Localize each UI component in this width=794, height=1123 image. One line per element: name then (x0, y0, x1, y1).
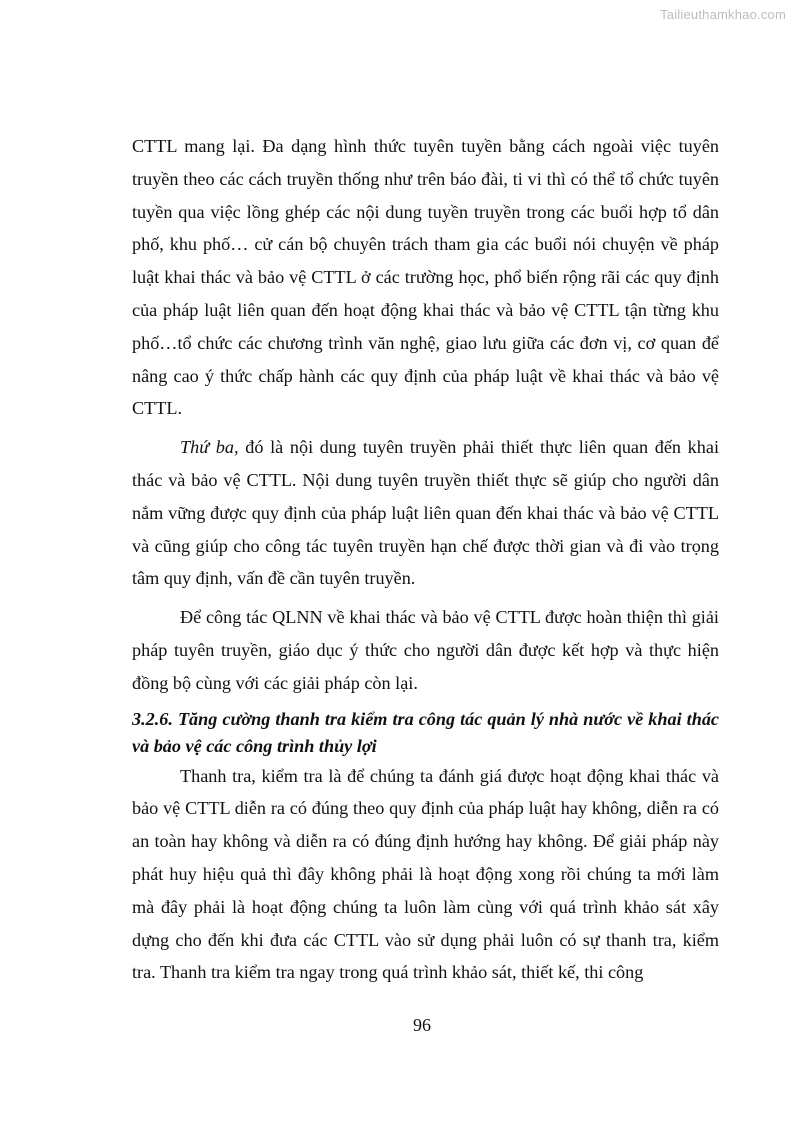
watermark-text: Tailieuthamkhao.com (660, 7, 786, 22)
paragraph-third-point (132, 431, 719, 595)
section-heading: 3.2.6. Tăng cường thanh tra kiểm tra công tác quản lý nhà nước về khai thác và bảo vệ các công trình thủy lợi (132, 708, 719, 756)
document-body (132, 130, 719, 989)
paragraph-continuation: CTTL mang lại. Đa dạng hình thức tuyên tuyền bằng cách ngoài việc tuyên truyền theo các cách truyền thống như trên báo đài, ti vi thì có thể tổ chức tuyên tuyền qua việc lồng ghép các nội dung tuyền truyền trong các buổi hợp tổ dân phố, khu phố… cử cán bộ chuyên trách tham gia các buổi nói chuyện về pháp luật khai thác và bảo vệ CTTL ở các trường học, phổ biến rộng rãi các quy định của pháp luật liên quan đến hoạt động khai thác và bảo vệ CTTL tận từng khu phố…tổ chức các chương trình văn nghệ, giao lưu giữa các đơn vị, cơ quan để nâng cao ý thức chấp hành các quy định của pháp luật về khai thác và bảo vệ CTTL. (132, 136, 719, 419)
paragraph-third-point-text: đó là nội dung tuyên truyền phải thiết thực liên quan đến khai thác và bảo vệ CTTL. Nội dung tuyên truyền thiết thực sẽ giúp cho người dân nắm vững được quy định của pháp luật liên quan đến khai thác và bảo vệ CTTL và cũng giúp cho công tác tuyên truyền hạn chế được thời gian và đi vào trọng tâm quy định, vấn đề cần tuyên truyền. (132, 437, 719, 589)
paragraph-conclusion: Để công tác QLNN về khai thác và bảo vệ CTTL được hoàn thiện thì giải pháp tuyên truyền, giáo dục ý thức cho người dân được kết hợp và thực hiện đồng bộ cùng với các giải pháp còn lại. (132, 607, 719, 693)
page-number: 96 (413, 1015, 431, 1035)
paragraph-inspection: Thanh tra, kiểm tra là để chúng ta đánh giá được hoạt động khai thác và bảo vệ CTTL diễn ra có đúng theo quy định của pháp luật hay không, diễn ra có an toàn hay không và diễn ra có đúng định hướng hay không. Để giải pháp này phát huy hiệu quả thì đây không phải là hoạt động xong rồi chúng ta mới làm mà đây phải là hoạt động chúng ta luôn làm cùng với quá trình khảo sát xây dựng cho đến khi đưa các CTTL vào sử dụng phải luôn có sự thanh tra, kiểm tra. Thanh tra kiểm tra ngay trong quá trình khảo sát, thiết kế, thi công (132, 765, 719, 983)
paragraph-lead-italic: Thứ ba, (180, 437, 239, 458)
